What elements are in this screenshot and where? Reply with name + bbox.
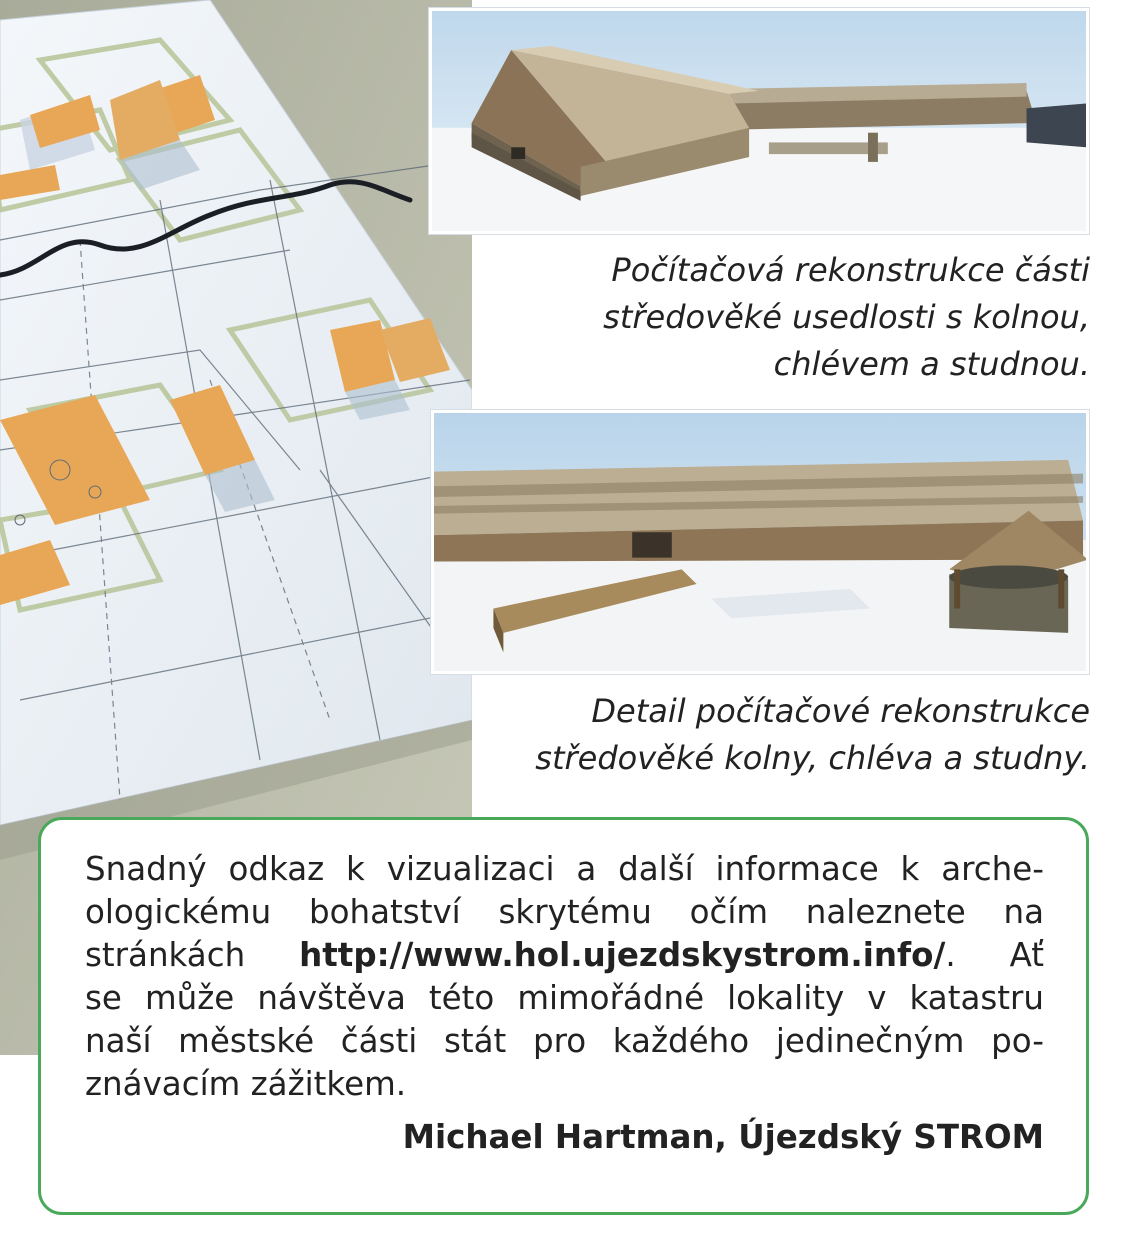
caption-2-line-2: středověké kolny, chléva a studny. [535, 739, 1090, 777]
info-line-3 [85, 934, 1044, 977]
reconstruction-photo-farmstead [429, 8, 1089, 234]
caption-2-line-1: Detail počítačové rekonstrukce [591, 692, 1090, 730]
farmstead-svg [432, 11, 1086, 231]
info-line-5: naší městské části stát pro každého jedinečným po- [85, 1022, 1044, 1060]
info-line-1: Snadný odkaz k vizualizaci a další informace k arche- [85, 850, 1044, 888]
info-line-3-after: . Ať [945, 936, 1044, 974]
info-text [85, 848, 1044, 1106]
info-line-3-before: stránkách [85, 936, 300, 974]
well-svg [434, 413, 1086, 671]
caption-1-line-3: chlévem a studnou. [773, 345, 1090, 383]
caption-1-line-1: Počítačová rekonstrukce části [611, 251, 1090, 289]
reconstruction-photo-well [431, 410, 1089, 674]
caption-well [535, 688, 1090, 782]
info-line-4: se může návštěva této mimořádné lokality v katastru [85, 979, 1044, 1017]
caption-farmstead [603, 247, 1090, 388]
website-link[interactable]: http://www.hol.ujezdskystrom.info/ [299, 936, 946, 974]
caption-1-line-2: středověké usedlosti s kolnou, [603, 298, 1090, 336]
info-box [38, 817, 1089, 1215]
signature: Michael Hartman, Újezdský STROM [402, 1118, 1044, 1156]
info-line-6: znávacím zážitkem. [85, 1065, 407, 1103]
info-line-2: ologickému bohatství skrytému očím naleznete na [85, 893, 1044, 931]
